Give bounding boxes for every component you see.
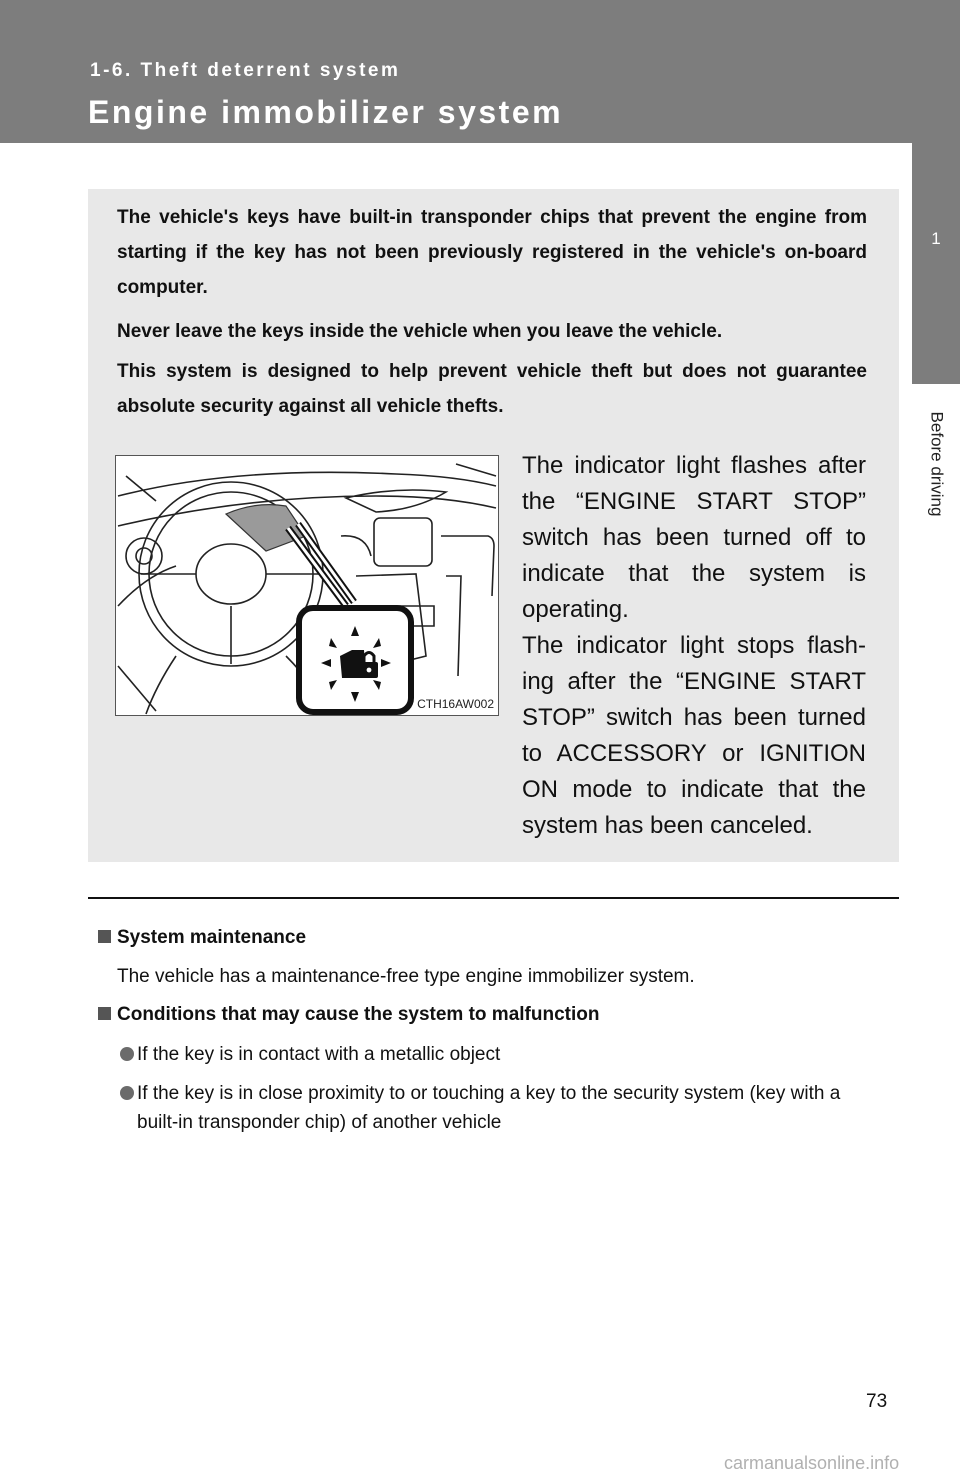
- circle-bullet-icon: [120, 1086, 134, 1100]
- square-bullet-icon: [98, 930, 111, 943]
- intro-paragraph-1: The vehicle's keys have built-in transponder chips that prevent the engine from starting if the key has not been previously registered in the vehicle's on-board computer.: [117, 207, 867, 298]
- watermark: carmanualsonline.info: [724, 1453, 900, 1473]
- header-bar: [0, 0, 960, 143]
- square-bullet-icon: [98, 1007, 111, 1020]
- circle-bullet-icon: [120, 1047, 134, 1061]
- note-heading-1-text: System maintenance: [117, 927, 307, 948]
- note-heading-2: [98, 1004, 599, 1026]
- note-text-1: The vehicle has a maintenance-free type engine immobilizer system.: [117, 966, 695, 987]
- note-heading-1: [98, 927, 306, 949]
- list-item: [120, 1079, 880, 1137]
- indicator-description-1: The indicator light flashes after the “ENGINE START STOP” switch has been turned off to indicate that the system is operating.: [522, 452, 866, 623]
- dashboard-illustration: [115, 455, 499, 716]
- list-item-text: If the key is in contact with a metallic object: [137, 1044, 501, 1065]
- chapter-label-container: [912, 384, 960, 544]
- page-title: Engine immobilizer system: [88, 94, 564, 130]
- chapter-label: Before driving: [927, 411, 947, 517]
- chapter-tab: [912, 143, 960, 384]
- section-label: 1-6. Theft deterrent system: [90, 60, 401, 81]
- figure-code: CTH16AW002: [417, 697, 494, 711]
- intro-paragraph-3: This system is designed to help prevent vehicle theft but does not guarantee absolute security against all vehicle thefts.: [117, 361, 867, 417]
- indicator-description-2: The indicator light stops flash-ing after the “ENGINE START STOP” switch has been turned to ACCESSORY or IGNITION ON mode to indicate that the system has been canceled.: [522, 632, 866, 839]
- note-heading-2-text: Conditions that may cause the system to malfunction: [117, 1004, 600, 1025]
- list-item: [120, 1040, 880, 1069]
- section-divider: [88, 897, 899, 899]
- dashboard-drawing: [116, 456, 498, 715]
- intro-paragraph-2: Never leave the keys inside the vehicle when you leave the vehicle.: [117, 321, 723, 342]
- list-item-text: If the key is in close proximity to or touching a key to the security system (key with a built-in transponder chip) of another vehicle: [137, 1083, 841, 1133]
- page-number: 73: [866, 1391, 888, 1412]
- chapter-number: 1: [931, 229, 941, 248]
